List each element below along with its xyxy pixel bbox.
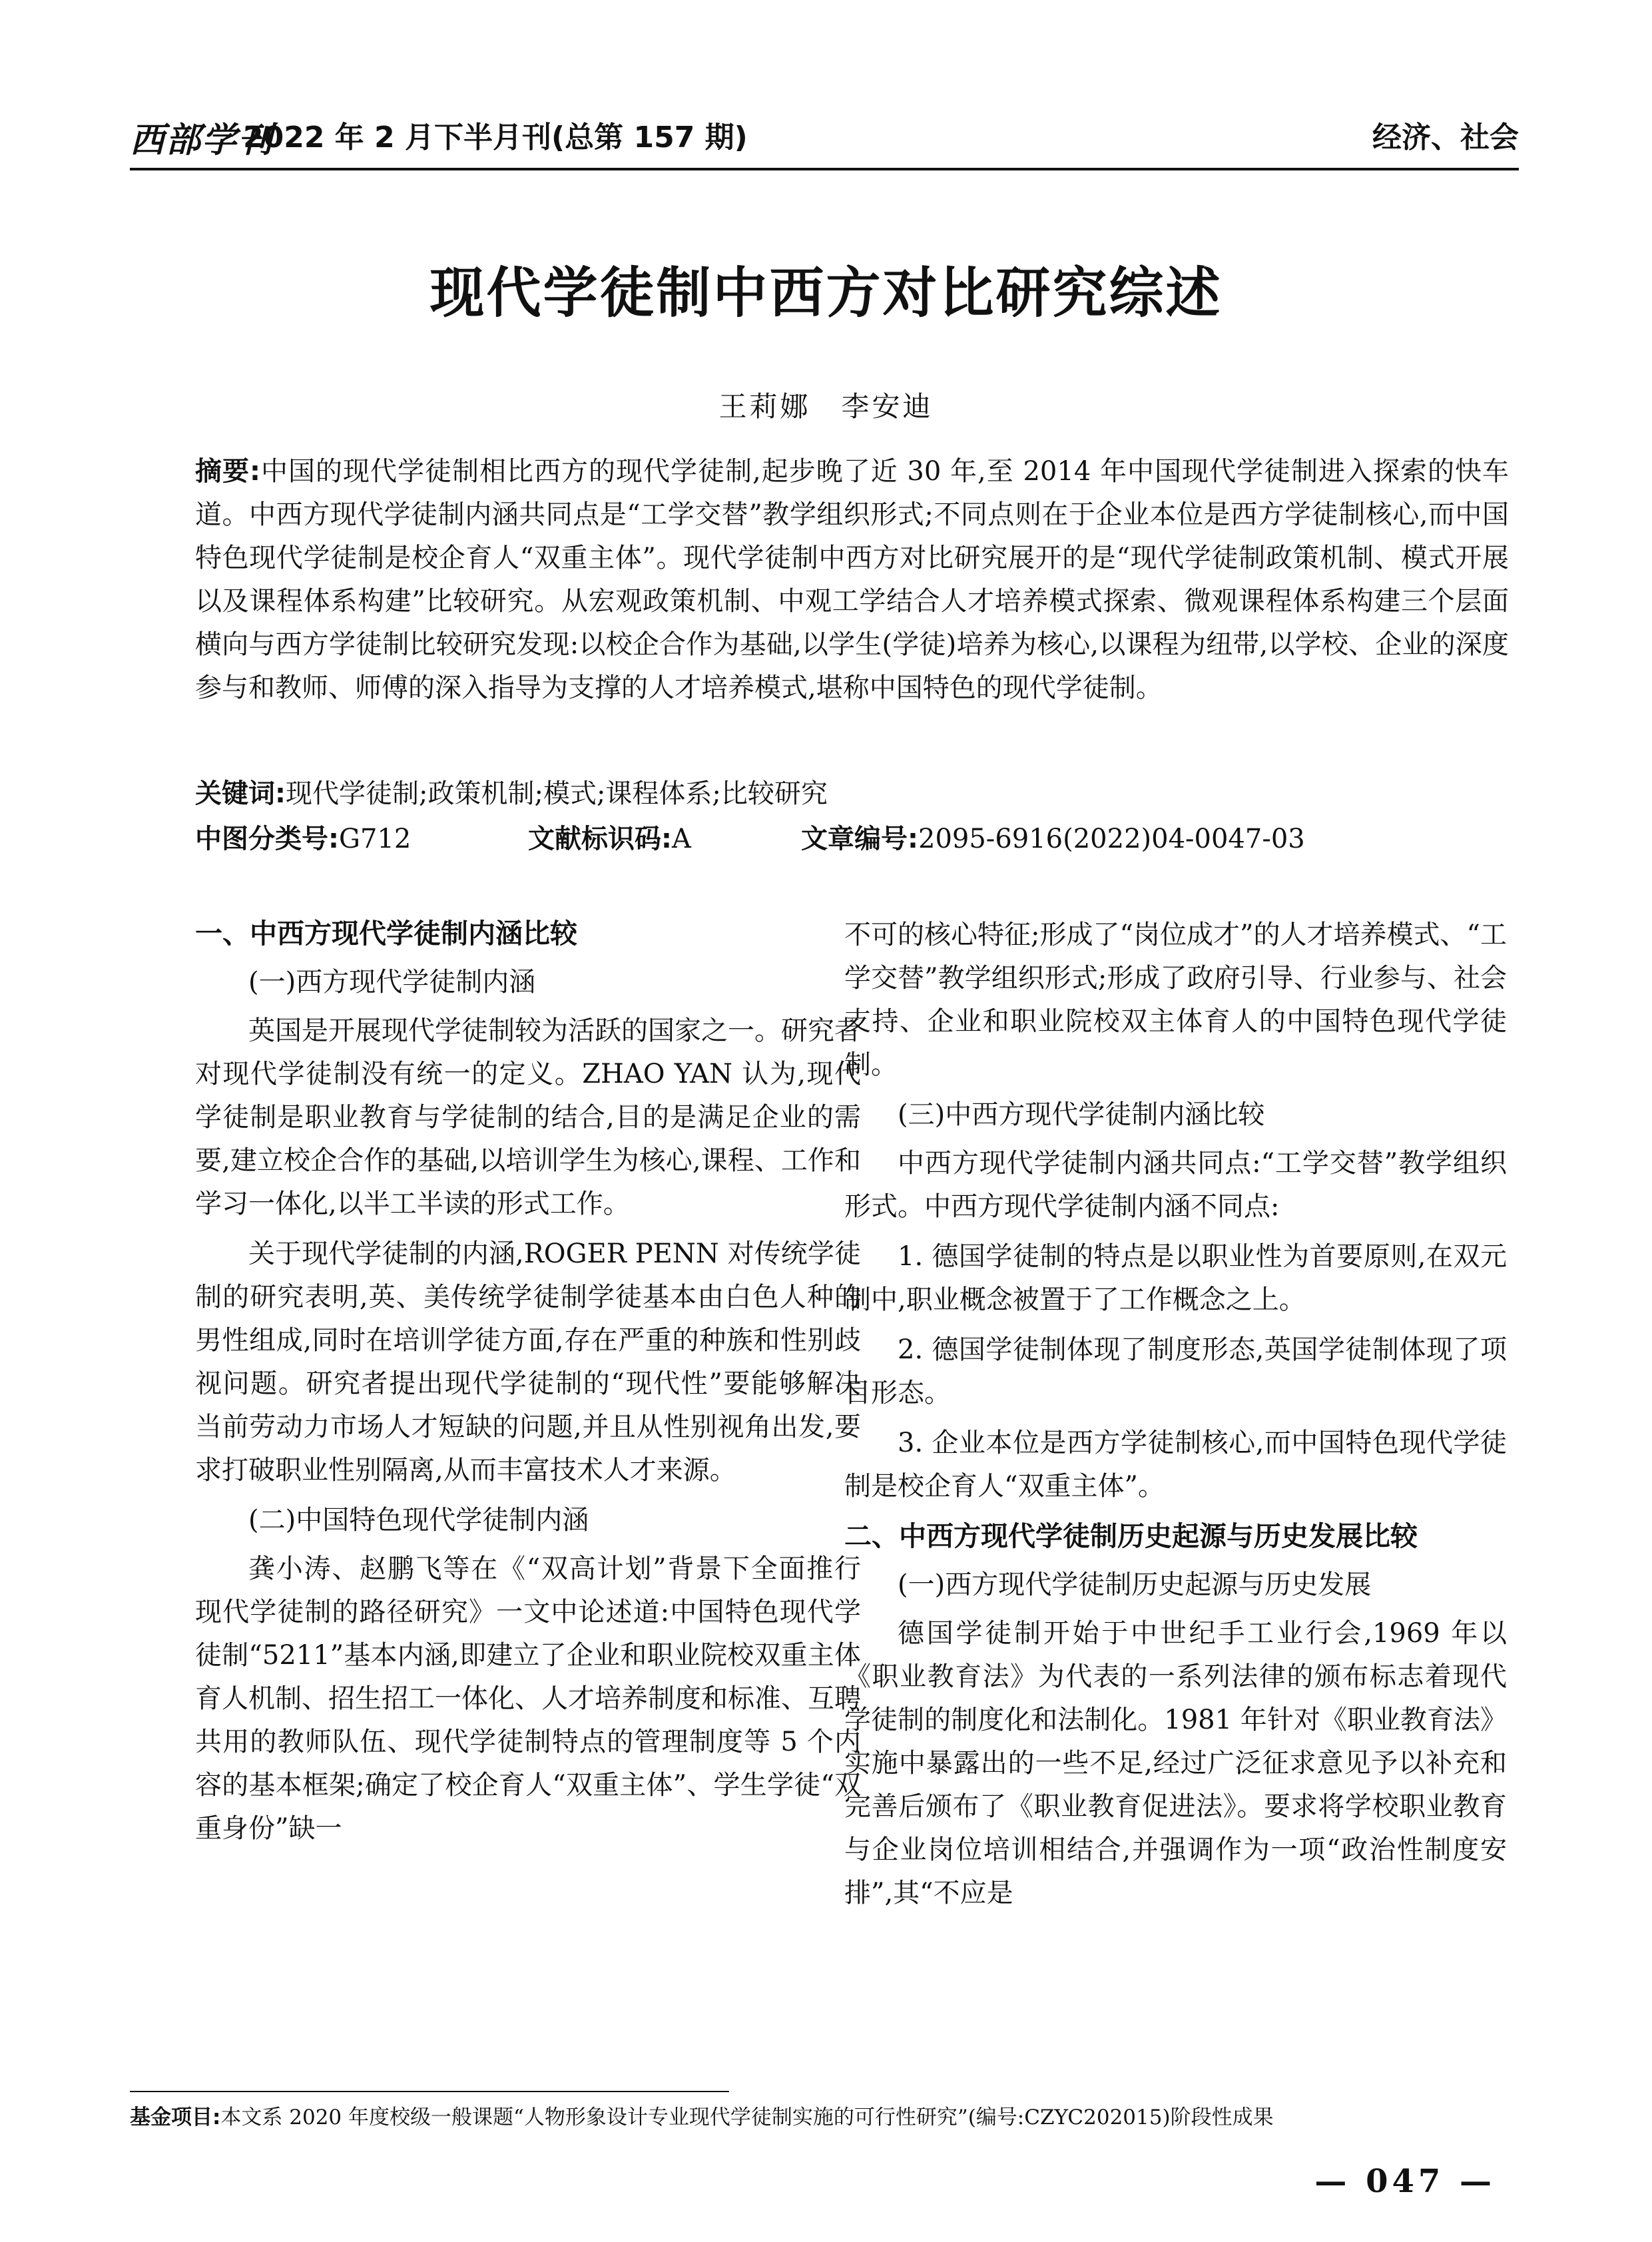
running-header [130,112,1519,165]
abstract-label: 摘要: [195,456,260,487]
footnote-text: 本文系 2020 年度校级一般课题“人物形象设计专业现代学徒制实施的可行性研究”(编号:CZYC202015)阶段性成果 [220,2105,1274,2129]
subsection-heading: (三)中西方现代学徒制内涵比较 [898,1099,1265,1130]
paragraph: 英国是开展现代学徒制较为活跃的国家之一。研究者对现代学徒制没有统一的定义。ZHAO YAN 认为,现代学徒制是职业教育与学徒制的结合,目的是满足企业的需要,建立校企合作的基础,以培训学生为核心,课程、工作和学习一体化,以半工半读的形式工作。 [195,1015,861,1219]
keywords-label: 关键词: [195,778,286,809]
clc-number [195,818,411,861]
footnote-label: 基金项目: [130,2105,221,2129]
footnote-rule [130,2091,729,2092]
footnote [130,2103,1519,2132]
page-number: — 047 — [1314,2163,1496,2200]
list-item: 1. 德国学徒制的特点是以职业性为首要原则,在双元制中,职业概念被置于了工作概念之上。 [844,1241,1507,1315]
clc-value: G712 [339,824,412,854]
article-number [801,818,1305,861]
section-heading: 二、中西方现代学徒制历史起源与历史发展比较 [844,1520,1418,1552]
section-tag: 经济、社会 [1372,121,1519,154]
article-value: 2095-6916(2022)04-0047-03 [918,824,1305,854]
header-rule [130,168,1519,170]
article-label: 文章编号: [801,824,918,854]
list-item: 3. 企业本位是西方学徒制核心,而中国特色现代学徒制是校企育人“双重主体”。 [844,1428,1507,1502]
subsection-heading: (一)西方现代学徒制历史起源与历史发展 [898,1569,1372,1600]
paragraph: 龚小涛、赵鹏飞等在《“双高计划”背景下全面推行现代学徒制的路径研究》一文中论述道:中国特色现代学徒制“5211”基本内涵,即建立了企业和职业院校双重主体育人机制、招生招工一体化、人才培养制度和标准、互聘共用的教师队伍、现代学徒制特点的管理制度等 5 个内容的基本框架;确定了校企育人“双重主体”、学生学徒“双重身份”缺一 [195,1553,861,1844]
document-code [528,818,691,861]
paragraph: 德国学徒制开始于中世纪手工业行会,1969 年以《职业教育法》为代表的一系列法律的颁布标志着现代学徒制的制度化和法制化。1981 年针对《职业教育法》实施中暴露出的一些不足,经过广泛征求意见予以补充和完善后颁布了《职业教育促进法》。要求将学校职业教育与企业岗位培训相结合,并强调作为一项“政治性制度安排”,其“不应是 [844,1618,1507,1908]
journal-logo: 西部学刊 [130,120,274,160]
right-column [844,914,1507,1922]
left-column [195,912,861,1857]
clc-label: 中图分类号: [195,824,339,854]
doc-label: 文献标识码: [528,824,672,854]
doc-value: A [672,824,691,854]
list-item: 2. 德国学徒制体现了制度形态,英国学徒制体现了项目形态。 [844,1334,1507,1408]
abstract [195,450,1509,710]
abstract-text: 中国的现代学徒制相比西方的现代学徒制,起步晚了近 30 年,至 2014 年中国现代学徒制进入探索的快车道。中西方现代学徒制内涵共同点是“工学交替”教学组织形式;不同点则在于企业本位是西方学徒制核心,而中国特色现代学徒制是校企育人“双重主体”。现代学徒制中西方对比研究展开的是“现代学徒制政策机制、模式开展以及课程体系构建”比较研究。从宏观政策机制、中观工学结合人才培养模式探索、微观课程体系构建三个层面横向与西方学徒制比较研究发现:以校企合作为基础,以学生(学徒)培养为核心,以课程为纽带,以学校、企业的深度参与和教师、师傅的深入指导为支撑的人才培养模式,堪称中国特色的现代学徒制。 [195,456,1509,703]
subsection-heading: (一)西方现代学徒制内涵 [248,967,536,997]
subsection-heading: (二)中国特色现代学徒制内涵 [248,1505,589,1536]
paragraph: 中西方现代学徒制内涵共同点:“工学交替”教学组织形式。中西方现代学徒制内涵不同点: [844,1148,1507,1222]
section-heading: 一、中西方现代学徒制内涵比较 [195,918,577,950]
issue-info: 2022 年 2 月下半月刊(总第 157 期) [243,121,748,154]
keywords-text: 现代学徒制;政策机制;模式;课程体系;比较研究 [286,778,828,809]
paragraph: 不可的核心特征;形成了“岗位成才”的人才培养模式、“工学交替”教学组织形式;形成了政府引导、行业参与、社会支持、企业和职业院校双主体育人的中国特色现代学徒制。 [844,920,1507,1080]
keywords [195,772,1509,816]
paragraph: 关于现代学徒制的内涵,ROGER PENN 对传统学徒制的研究表明,英、美传统学徒制学徒基本由白色人种的男性组成,同时在培训学徒方面,存在严重的种族和性别歧视问题。研究者提出现代学徒制的“现代性”要能够解决当前劳动力市场人才短缺的问题,并且从性别视角出发,要求打破职业性别隔离,从而丰富技术人才来源。 [195,1239,861,1486]
article-title: 现代学徒制中西方对比研究综述 [429,262,1223,325]
authors: 王莉娜 李安迪 [718,390,934,423]
